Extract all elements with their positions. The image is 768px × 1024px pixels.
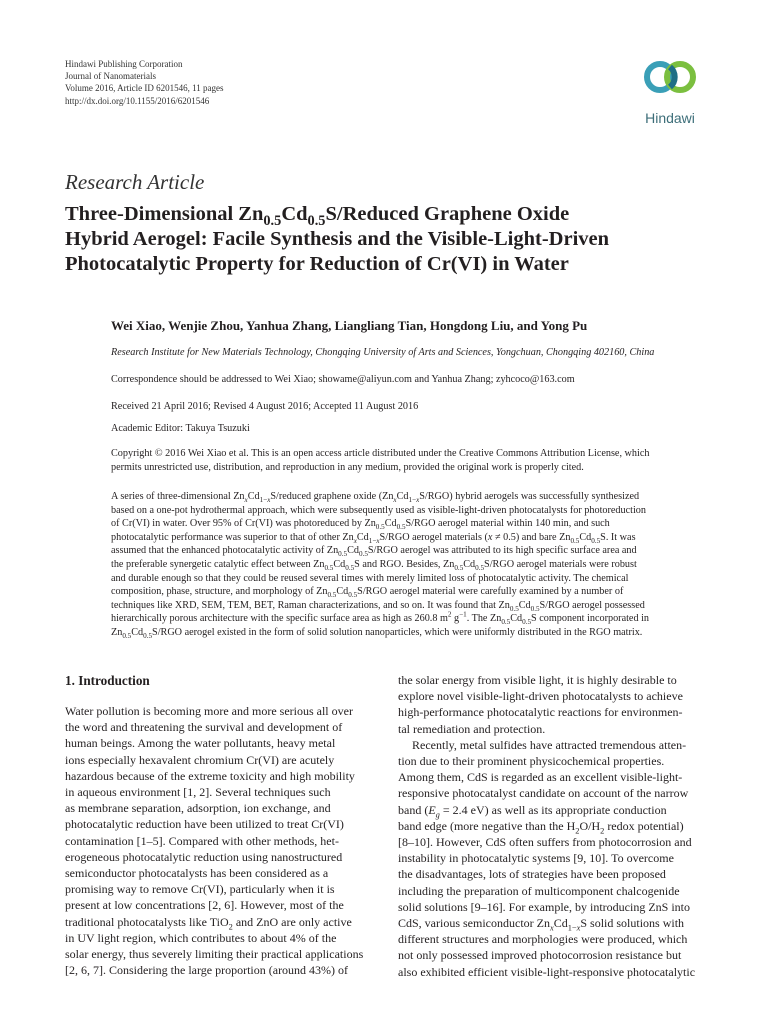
text-line: Water pollution is becoming more and more serious all over — [65, 704, 353, 718]
left-column — [65, 673, 364, 978]
text-line: tal remediation and protection. — [398, 721, 546, 736]
text-line: in aqueous environment [1, 2]. Several techniques such — [65, 785, 331, 800]
text-line: erogeneous photocatalytic reduction using nanostructured — [65, 849, 343, 864]
text-line: hazardous because of the extreme toxicity and high mobility — [65, 768, 355, 783]
text-line: A series of three-dimensional $Zn_xCd_{1-x}S$/reduced graphene oxide $(Zn_xCd_{1-x}S/RGO)$ hybrid aerogels was successfully synthesized — [111, 491, 640, 505]
doi-link[interactable]: http://dx.doi.org/10.1155/2016/6201546 — [65, 95, 210, 106]
text-line: in UV light region, which contributes to about 4% of the — [65, 930, 337, 945]
text-line: solar energy, thus severely limiting their practical applications — [65, 947, 364, 962]
intro-paragraph — [65, 703, 364, 978]
text-line: Among them, CdS is regarded as an excellent visible-light- — [398, 770, 683, 785]
correspondence: Correspondence should be addressed to Wei Xiao; showame@aliyun.com and Yanhua Zhang; zyhcoco@163.com — [111, 374, 575, 385]
text-line: high-performance photocatalytic reactions for environmen- — [398, 705, 683, 720]
text-line: assumed that the enhanced photocatalytic activity of $Zn_{0.5}Cd_{0.5}S$/RGO aerogel was attributed to its high specific surface area and — [111, 545, 637, 559]
text-line: permits unrestricted use, distribution, and reproduction in any medium, provided the original work is properly cited. — [111, 461, 584, 473]
text-line: including the preparation of multicomponent chalcogenide — [398, 883, 680, 898]
text-line: not only possessed improved photocorrosion resistance but — [398, 948, 682, 963]
text-line: photocatalytic performance was superior to that of other $Zn_xCd_{1-x}S$/RGO aerogel materials (x ≠ 0.5) and bare $Zn_{0.5}Cd_{0.5}S$. It was — [111, 531, 636, 545]
journal-name: Journal of Nanomaterials — [65, 71, 156, 82]
volume-info: Volume 2016, Article ID 6201546, 11 pages — [65, 83, 224, 94]
text-line: tion due to their prominent physicochemical properties. — [398, 754, 665, 769]
text-line: human beings. Among the water pollutants, heavy metal — [65, 736, 336, 751]
text-line: the preferable synergetic catalytic effect between $Zn_{0.5}Cd_{0.5}S$ and RGO. Besides, $Zn_{0.5}Cd_{0.5}S$/RGO aerogel materials were robust — [111, 558, 637, 572]
affiliation: Research Institute for New Materials Technology, Chongqing University of Arts and Sciences, Yongchuan, Chongqing 402160, China — [111, 347, 655, 358]
text-line: Photocatalytic Property for Reduction of Cr(VI) in Water — [65, 253, 569, 275]
text-line: $Zn_{0.5}Cd_{0.5}S$/RGO aerogel existed in the form of solid solution nanoparticles, which were uniformly distributed in the RGO matrix. — [111, 626, 643, 640]
text-line: Hybrid Aerogel: Facile Synthesis and the Visible-Light-Driven — [65, 228, 610, 250]
publisher-name: Hindawi Publishing Corporation — [65, 59, 183, 69]
text-line: Three-Dimensional $Zn_{0.5}Cd_{0.5}S$/Reduced Graphene Oxide — [65, 203, 570, 230]
text-line: traditional photocatalysts like TiO$_2$ and ZnO are only active — [65, 914, 352, 932]
text-line: photocatalytic reduction have been utilized to treat Cr(VI) — [65, 817, 344, 832]
abstract — [111, 490, 711, 640]
text-line: solid solutions [9–16]. For example, by introducing ZnS into — [398, 899, 690, 914]
article-type: Research Article — [65, 170, 205, 194]
text-line: the word and threatening the survival and development of — [65, 720, 343, 735]
text-line: hierarchically porous architecture with the specific surface area as high as 260.8 $m^2$ $g^{-1}$. The $Zn_{0.5}Cd_{0.5}S$ component incorporated in — [111, 610, 650, 627]
text-line: Recently, metal sulfides have attracted tremendous atten- — [412, 737, 687, 752]
text-line: based on a one-pot hydrothermal approach, which were subsequently used as visible-light-driven photocatalysts for photoreduction — [111, 504, 646, 516]
text-line: different structures and morphologies were produced, which — [398, 932, 688, 947]
text-line: the disadvantages, lots of strategies have been proposed — [398, 867, 666, 882]
text-line: of Cr(VI) in water. Over 95% of Cr(VI) was photoreduced by $Zn_{0.5}Cd_{0.5}S$/RGO aerogel material within 140 min, and such — [111, 518, 610, 532]
academic-editor: Academic Editor: Takuya Tsuzuki — [111, 423, 250, 434]
text-line: band edge (more negative than the $H_2O/H_2$ redox potential) — [398, 818, 684, 836]
text-line: [8–10]. However, CdS often suffers from photocorrosion and — [398, 835, 692, 850]
text-line: contamination [1–5]. Compared with other methods, het- — [65, 833, 339, 848]
hindawi-logo-text: Hindawi — [645, 110, 695, 126]
author-list: Wei Xiao, Wenjie Zhou, Yanhua Zhang, Liangliang Tian, Hongdong Liu, and Yong Pu — [111, 318, 588, 333]
text-line: [2, 6, 7]. Considering the large proportion (around 43%) of — [65, 963, 349, 978]
text-line: semiconductor photocatalysts has been considered as a — [65, 866, 329, 881]
section-heading: 1. Introduction — [65, 673, 150, 688]
hindawi-rings-icon — [640, 55, 700, 107]
text-line: Copyright © 2016 Wei Xiao et al. This is an open access article distributed under the Creative Commons Attribution License, which — [111, 448, 650, 459]
article-title — [65, 202, 715, 277]
text-line: CdS, various semiconductor $Zn_xCd_{1-x}S$ solid solutions with — [398, 916, 685, 933]
text-line: composition, phase, structure, and morphology of $Zn_{0.5}Cd_{0.5}S$/RGO aerogel material were carefully examined by a number of — [111, 586, 624, 600]
text-line: also exhibited efficient visible-light-responsive photocatalytic — [398, 964, 696, 979]
text-line: promising way to remove Cr(VI), particularly when it is — [65, 882, 335, 897]
text-line: present at low concentrations [2, 6]. However, most of the — [65, 898, 344, 913]
text-line: and durable enough so that they could be reused several times with merely limited loss of photocatalytic activity. The chemical — [111, 572, 629, 584]
text-line: the solar energy from visible light, it is highly desirable to — [398, 673, 677, 687]
journal-header — [65, 58, 223, 107]
right-column — [398, 672, 705, 980]
text-line: responsive photocatalyst candidate on account of the narrow — [398, 786, 689, 801]
text-line: ions especially hexavalent chromium Cr(VI) are acutely — [65, 752, 335, 767]
text-line: techniques like XRD, SEM, TEM, BET, Raman characterizations, and so on. It was found that $Zn_{0.5}Cd_{0.5}S$/RGO aerogel possessed — [111, 599, 645, 613]
copyright-notice — [111, 447, 711, 474]
text-line: explore novel visible-light-driven photocatalysts to achieve — [398, 689, 683, 704]
publication-dates: Received 21 April 2016; Revised 4 August 2016; Accepted 11 August 2016 — [111, 401, 419, 412]
text-line: as membrane separation, adsorption, ion exchange, and — [65, 801, 331, 816]
hindawi-logo — [630, 55, 710, 126]
text-line: instability in photocatalytic systems [9, 10]. To overcome — [398, 851, 674, 866]
text-line: band ($E_g = 2.4$ eV) as well as its appropriate conduction — [398, 802, 667, 820]
